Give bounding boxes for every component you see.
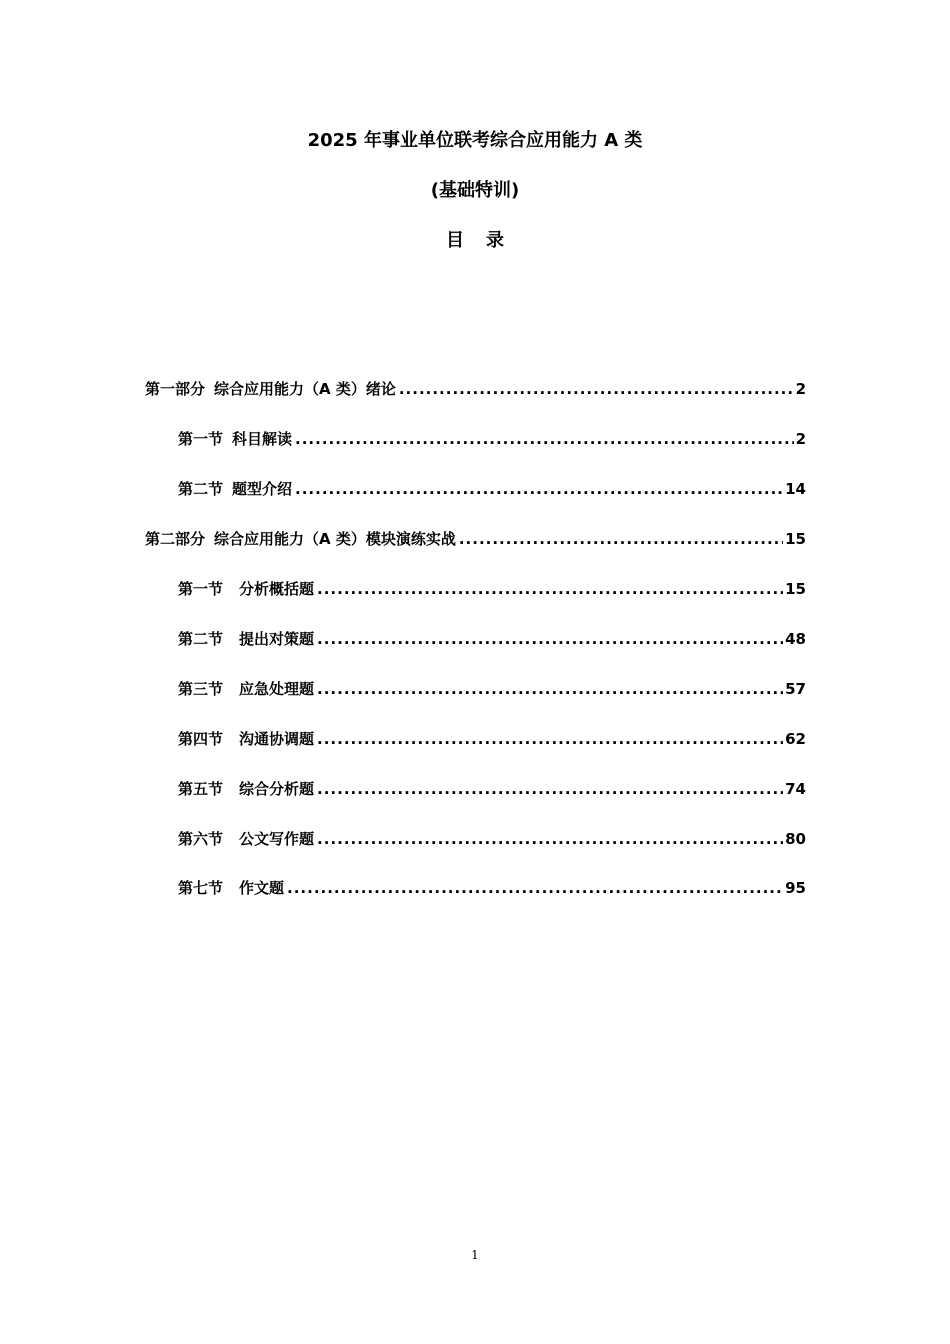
- toc-entry-prefix: 第一节: [178, 430, 224, 448]
- toc-entry-page: 95: [785, 879, 806, 897]
- toc-leader-dots: [317, 727, 783, 751]
- toc-entry-prefix: 第一部分: [145, 380, 206, 398]
- toc-entry-prefix: 第五节: [178, 780, 224, 798]
- toc-entry-section[interactable]: [178, 876, 806, 900]
- toc-entry-prefix: 第七节: [178, 879, 224, 897]
- toc-leader-dots: [295, 427, 794, 451]
- toc-entry-prefix: 第四节: [178, 730, 224, 748]
- toc-entry-page: 15: [785, 580, 806, 598]
- toc-entry-label: 应急处理题: [239, 680, 315, 698]
- toc-entry-prefix: 第二部分: [145, 530, 206, 548]
- toc-entry-page: 57: [785, 680, 806, 698]
- toc-entry-page: 15: [785, 530, 806, 548]
- toc-heading: [0, 229, 950, 253]
- toc-entry-section[interactable]: [178, 677, 806, 701]
- toc-entry-page: 74: [785, 780, 806, 798]
- toc-entry-label: 综合应用能力（A 类）绪论: [214, 380, 396, 398]
- toc-entry-label: 公文写作题: [239, 830, 315, 848]
- toc-entry-section[interactable]: [178, 727, 806, 751]
- toc-heading-part1: 目: [446, 230, 464, 251]
- toc-entry-label: 作文题: [239, 879, 285, 897]
- toc-entry-prefix: 第一节: [178, 580, 224, 598]
- toc-entry-prefix: 第三节: [178, 680, 224, 698]
- toc-leader-dots: [287, 876, 783, 900]
- page-number: 1: [471, 1248, 479, 1262]
- toc-leader-dots: [399, 377, 794, 401]
- toc-entry-page: 62: [785, 730, 806, 748]
- toc-entry-page: 14: [785, 480, 806, 498]
- toc-entry-section[interactable]: [178, 427, 806, 451]
- toc-entry-page: 48: [785, 630, 806, 648]
- toc-entry-section[interactable]: [178, 477, 806, 501]
- toc-leader-dots: [317, 827, 783, 851]
- toc-heading-part2: 录: [486, 230, 504, 251]
- toc-entry-part-2[interactable]: [145, 527, 806, 551]
- document-title: 2025 年事业单位联考综合应用能力 A 类: [307, 130, 643, 151]
- toc-entry-prefix: 第二节: [178, 630, 224, 648]
- toc-entry-part-1[interactable]: [145, 377, 806, 401]
- toc-entry-section[interactable]: [178, 627, 806, 651]
- toc-entry-section[interactable]: [178, 777, 806, 801]
- toc-entry-label: 提出对策题: [239, 630, 315, 648]
- toc-entry-section[interactable]: [178, 827, 806, 851]
- toc-entry-page: 2: [795, 380, 806, 398]
- toc-entry-prefix: 第六节: [178, 830, 224, 848]
- document-subtitle: (基础特训): [430, 180, 520, 201]
- toc-entry-label: 分析概括题: [239, 580, 315, 598]
- toc-entry-prefix: 第二节: [178, 480, 224, 498]
- toc-leader-dots: [317, 577, 783, 601]
- toc-entry-label: 题型介绍: [232, 480, 293, 498]
- toc-entry-label: 沟通协调题: [239, 730, 315, 748]
- toc-entry-label: 综合应用能力（A 类）模块演练实战: [214, 530, 456, 548]
- toc-entry-label: 综合分析题: [239, 780, 315, 798]
- toc-leader-dots: [317, 627, 783, 651]
- toc-leader-dots: [295, 477, 783, 501]
- toc-leader-dots: [459, 527, 783, 551]
- toc-entry-section[interactable]: [178, 577, 806, 601]
- toc-entry-page: 2: [795, 430, 806, 448]
- toc-entry-page: 80: [785, 830, 806, 848]
- toc-entry-label: 科目解读: [232, 430, 293, 448]
- toc-leader-dots: [317, 777, 783, 801]
- toc-leader-dots: [317, 677, 783, 701]
